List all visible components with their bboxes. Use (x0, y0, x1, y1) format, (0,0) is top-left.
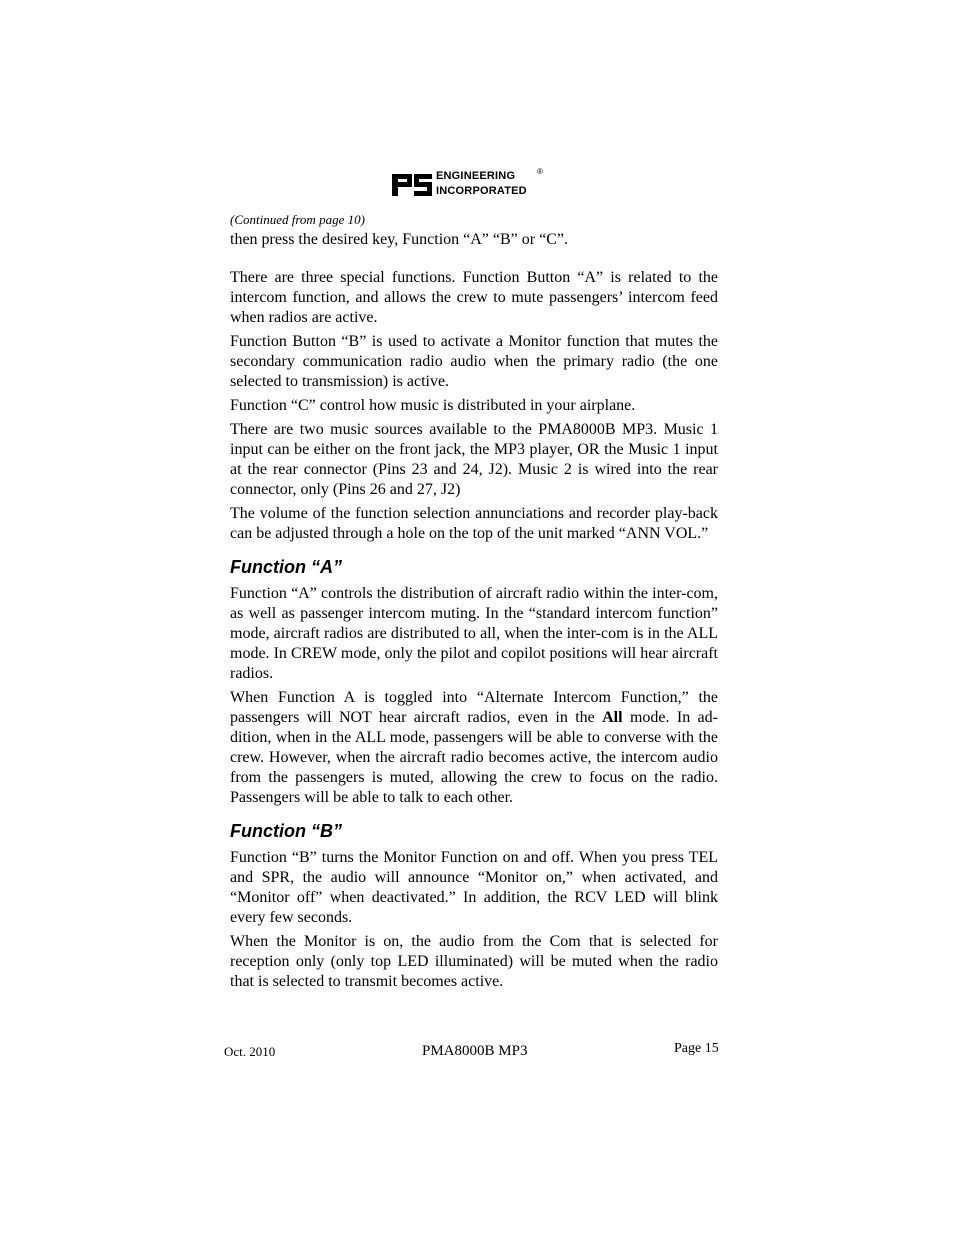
function-a-paragraph-1: Function “A” controls the distribution of aircraft radio within the inter-com, as well as passenger intercom muting. In the “standard intercom function” mode, aircraft radios are distributed to all, when the inter-com is in the ALL mode. In CREW mode, only the pilot and copilot positions will hear aircraft radios. (230, 585, 718, 682)
function-b-paragraph-1: Function “B” turns the Monitor Function on and off. When you press TEL and SPR, the audio will announce “Monitor on,” when activated, and “Monitor off” when deactivated.” In addition, the RCV LED will blink every few seconds. (230, 849, 718, 926)
page-content (230, 211, 718, 996)
logo-word-incorporated: INCORPORATED (436, 185, 527, 197)
paragraph: There are two music sources available to the PMA8000B MP3. Music 1 input can be either on the front jack, the MP3 player, OR the Music 1 input at the rear connector (Pins 23 and 24, J2). Music 2 is wired into the rear connector, only (Pins 26 and 27, J2) (230, 421, 718, 498)
section-heading-function-a: Function “A” (230, 557, 342, 577)
text-run: When Function A is toggled into “Alternate Intercom Function,” the passengers will NOT hear aircraft radios, even in the (230, 689, 718, 726)
section-heading-function-b: Function “B” (230, 821, 342, 841)
intro-paragraph: then press the desired key, Function “A” “B” or “C”. (230, 231, 568, 248)
company-logo (390, 167, 550, 200)
paragraph: Function “C” control how music is distributed in your airplane. (230, 397, 636, 414)
bold-all: All (602, 709, 623, 726)
ps-logo-mark (390, 172, 434, 198)
footer-date: Oct. 2010 (224, 1044, 276, 1059)
continued-note: (Continued from page 10) (230, 212, 365, 227)
paragraph: The volume of the function selection annunciations and recorder play-back can be adjusted through a hole on the top of the unit marked “ANN VOL.” (230, 505, 718, 542)
footer-model: PMA8000B MP3 (422, 1043, 528, 1059)
function-b-paragraph-2: When the Monitor is on, the audio from the Com that is selected for reception only (only top LED illuminated) will be muted when the radio that is selected to transmit becomes active. (230, 933, 718, 990)
paragraph: There are three special functions. Function Button “A” is related to the intercom function, and allows the crew to mute passengers’ intercom feed when radios are active. (230, 269, 718, 326)
footer-page-number: Page 15 (674, 1041, 719, 1056)
paragraph: Function Button “B” is used to activate a Monitor function that mutes the secondary communication radio audio when the primary radio (the one selected to transmission) is active. (230, 333, 718, 390)
function-a-paragraph-2 (230, 688, 718, 808)
text-run: mode. In ad-dition, when in the ALL mode, passengers will be able to converse with the crew. However, when the aircraft radio becomes active, the intercom audio from the passengers is muted, allowing the crew to focus on the radio. Passengers will be able to talk to each other. (230, 709, 718, 806)
registered-mark: ® (537, 167, 543, 176)
logo-word-engineering: ENGINEERING (436, 170, 516, 182)
